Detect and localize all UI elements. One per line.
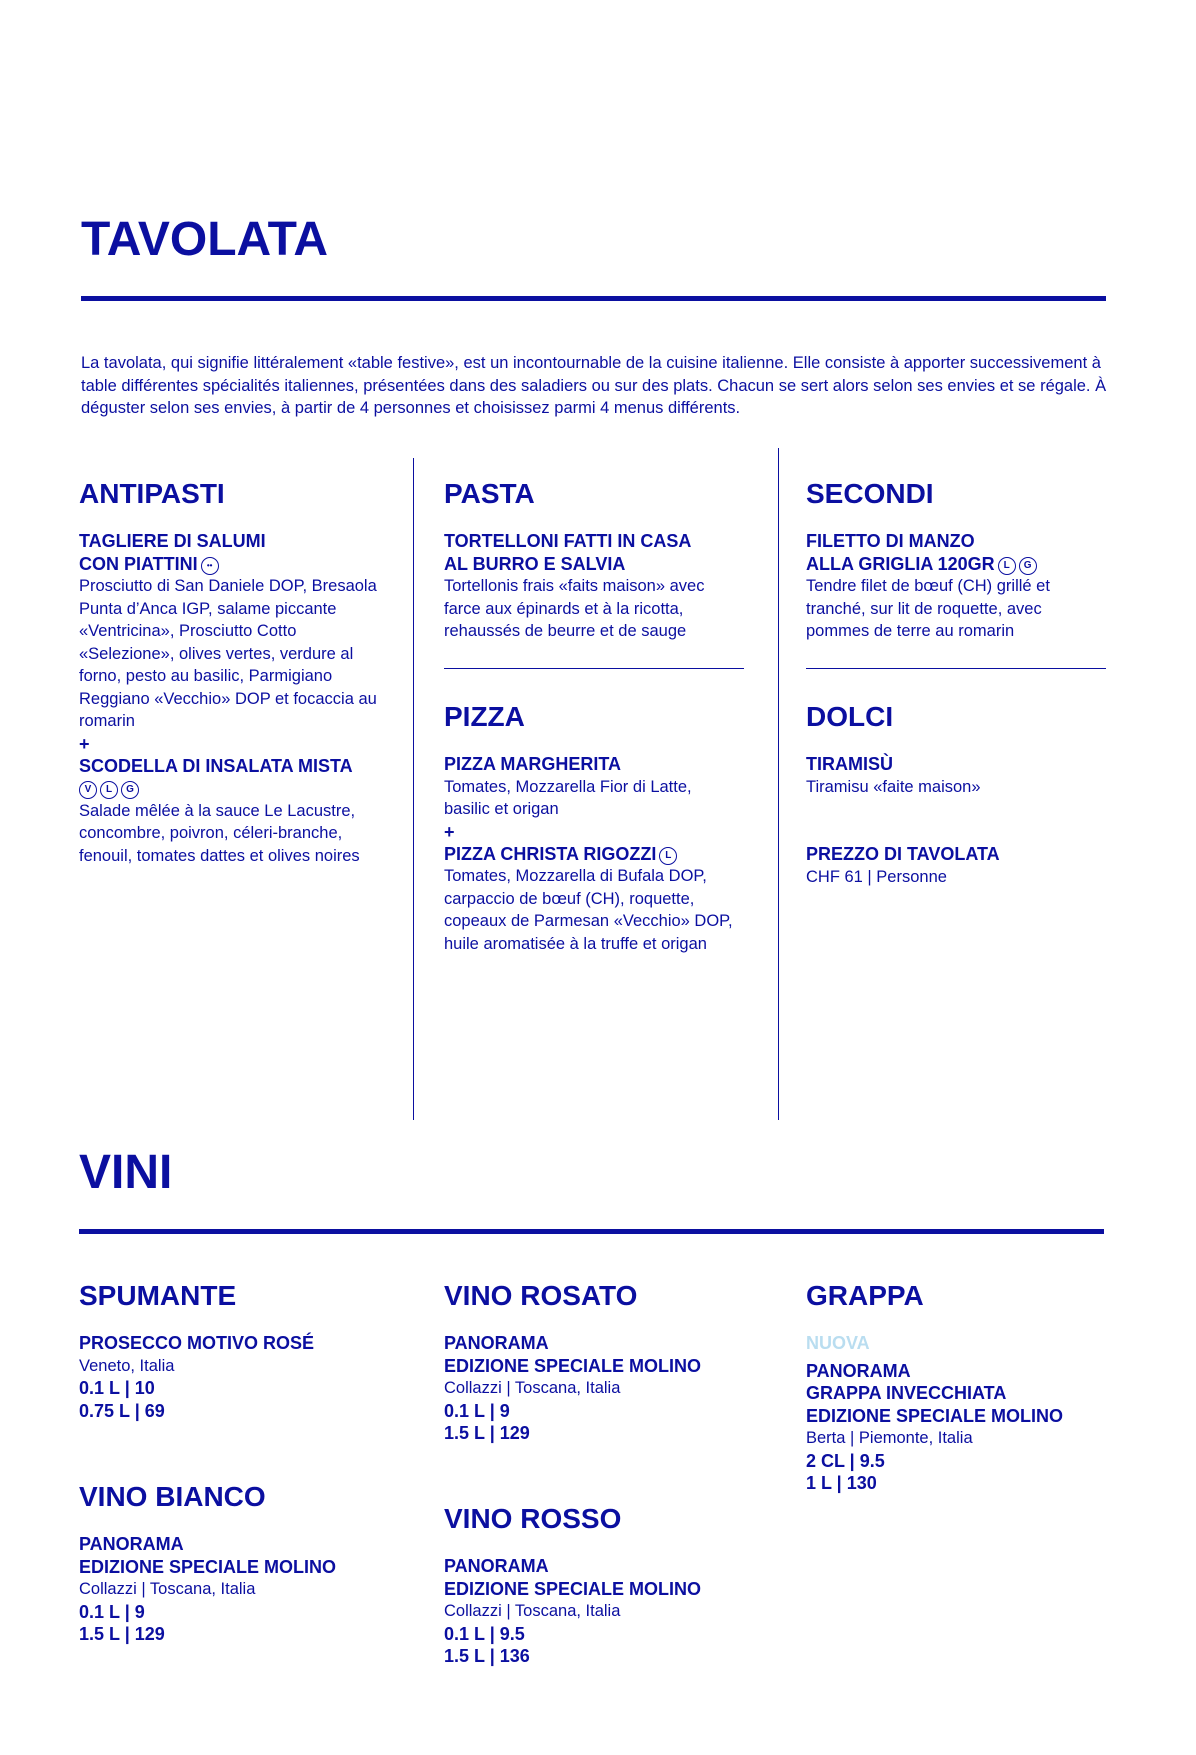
wine-name: EDIZIONE SPECIALE MOLINO	[79, 1556, 337, 1577]
vino-rosso-heading: VINO ROSSO	[444, 1503, 622, 1534]
intro-text: La tavolata, qui signifie littéralement «table festive», est un incontournable de la cuisine italienne. Elle consiste à apporter successivement à table différentes spécialités italiennes, présentées dans des saladiers ou sur des plats. Chacun se sert alors selon ses envies et se régale. À déguster selon ses envies, à partir de 4 personnes et choisissez parmi 4 menus différents.	[81, 354, 1107, 417]
column-divider	[778, 448, 779, 1120]
item-title: CON PIATTINI ••	[79, 553, 399, 576]
wine-name: PANORAMA	[444, 1333, 549, 1353]
wine-price: 0.1 L | 9	[79, 1601, 145, 1622]
wine-price: 1.5 L | 136	[444, 1646, 530, 1666]
vino-bianco-column	[79, 1483, 399, 1646]
section-divider	[806, 668, 1106, 669]
secondi-column	[806, 480, 1126, 643]
wine-name: PANORAMA	[79, 1534, 184, 1554]
gluten-free-icon: G	[121, 781, 139, 799]
diet-icons	[79, 777, 399, 800]
wine-price: 0.1 L | 9	[444, 1400, 510, 1421]
wine-price: 1.5 L | 129	[444, 1423, 530, 1443]
wine-price: 0.75 L | 69	[79, 1400, 165, 1421]
item-description: Prosciutto di San Daniele DOP, Bresaola Punta d’Anca IGP, salame piccante «Ventricina», Prosciutto Cotto «Selezione», olives vertes, verdure al forno, pesto au basilic, Parmigiano Reggiano «Vecchio» DOP et focaccia au romarin	[79, 577, 377, 730]
item-title: FILETTO DI MANZO	[806, 531, 975, 551]
spicy-icon: ••	[201, 557, 219, 575]
wine-name: PANORAMA	[444, 1556, 549, 1576]
grappa-column	[806, 1282, 1126, 1495]
vino-rosso-column	[444, 1505, 764, 1668]
wine-name: EDIZIONE SPECIALE MOLINO	[444, 1578, 702, 1599]
spumante-heading: SPUMANTE	[79, 1280, 237, 1311]
vino-bianco-heading: VINO BIANCO	[79, 1481, 266, 1512]
section-title-vini: VINI	[79, 1146, 173, 1199]
section-title-tavolata: TAVOLATA	[81, 213, 329, 266]
item-title: TIRAMISÙ	[806, 754, 893, 774]
pasta-column	[444, 480, 764, 643]
lactose-free-icon: L	[659, 847, 677, 865]
wine-name: EDIZIONE SPECIALE MOLINO	[444, 1355, 702, 1376]
grappa-heading: GRAPPA	[806, 1280, 924, 1311]
item-description: Tomates, Mozzarella di Bufala DOP, carpaccio de bœuf (CH), roquette, copeaux de Parmesan «Vecchio» DOP, huile aromatisée à la truffe et origan	[444, 867, 733, 953]
wine-origin: Collazzi | Toscana, Italia	[79, 1580, 256, 1598]
dolci-column	[806, 703, 1126, 888]
wine-origin: Veneto, Italia	[79, 1356, 175, 1375]
lactose-free-icon: L	[100, 781, 118, 799]
item-title: TORTELLONI FATTI IN CASA	[444, 531, 692, 551]
dolci-heading: DOLCI	[806, 701, 894, 732]
wine-origin: Collazzi | Toscana, Italia	[444, 1379, 621, 1397]
wine-name: PROSECCO MOTIVO ROSÉ	[79, 1333, 315, 1353]
item-description: Tortellonis frais «faits maison» avec farce aux épinards et à la ricotta, rehaussés de beurre et de sauge	[444, 577, 705, 640]
item-title: PIZZA MARGHERITA	[444, 754, 621, 774]
item-description: Salade mêlée à la sauce Le Lacustre, concombre, poivron, céleri-branche, fenouil, tomates dattes et olives noires	[79, 801, 360, 865]
pasta-heading: PASTA	[444, 478, 535, 509]
wine-price: 2 CL | 9.5	[806, 1450, 885, 1471]
pizza-heading: PIZZA	[444, 701, 525, 732]
new-badge: NUOVA	[806, 1333, 870, 1353]
column-divider	[413, 458, 414, 1120]
vegetarian-icon: V	[79, 781, 97, 799]
wine-name: EDIZIONE SPECIALE MOLINO	[806, 1405, 1064, 1426]
title-rule	[81, 296, 1106, 301]
item-title: SCODELLA DI INSALATA MISTA	[79, 755, 353, 776]
antipasti-heading: ANTIPASTI	[79, 478, 225, 509]
vino-rosato-heading: VINO ROSATO	[444, 1280, 638, 1311]
wine-price: 1 L | 130	[806, 1473, 877, 1493]
item-description: Tendre filet de bœuf (CH) grillé et tranché, sur lit de roquette, avec pommes de terre au romarin	[806, 577, 1050, 640]
title-rule	[79, 1229, 1104, 1234]
item-description: Tomates, Mozzarella Fior di Latte, basilic et origan	[444, 777, 692, 818]
item-title: AL BURRO E SALVIA	[444, 553, 626, 574]
pizza-column	[444, 703, 764, 955]
plus-sign: +	[444, 821, 455, 842]
item-description: Tiramisu «faite maison»	[806, 777, 981, 796]
secondi-heading: SECONDI	[806, 478, 934, 509]
plus-sign: +	[79, 733, 90, 754]
wine-price: 1.5 L | 129	[79, 1624, 165, 1644]
antipasti-column	[79, 480, 399, 867]
price-title: PREZZO DI TAVOLATA	[806, 844, 1000, 864]
wine-origin: Collazzi | Toscana, Italia	[444, 1602, 621, 1620]
section-divider	[444, 668, 744, 669]
spumante-column	[79, 1282, 399, 1422]
wine-price: 0.1 L | 9.5	[444, 1623, 525, 1644]
item-title: PIZZA CHRISTA RIGOZZI L	[444, 843, 764, 866]
gluten-free-icon: G	[1019, 557, 1037, 575]
item-title: ALLA GRIGLIA 120GR L G	[806, 553, 1126, 576]
wine-price: 0.1 L | 10	[79, 1378, 155, 1398]
item-title: TAGLIERE DI SALUMI	[79, 531, 266, 551]
wine-origin: Berta | Piemonte, Italia	[806, 1429, 973, 1447]
vino-rosato-column	[444, 1282, 764, 1445]
price-value: CHF 61 | Personne	[806, 867, 947, 886]
wine-name: GRAPPA INVECCHIATA	[806, 1383, 1007, 1403]
wine-name: PANORAMA	[806, 1360, 911, 1381]
lactose-free-icon: L	[998, 557, 1016, 575]
